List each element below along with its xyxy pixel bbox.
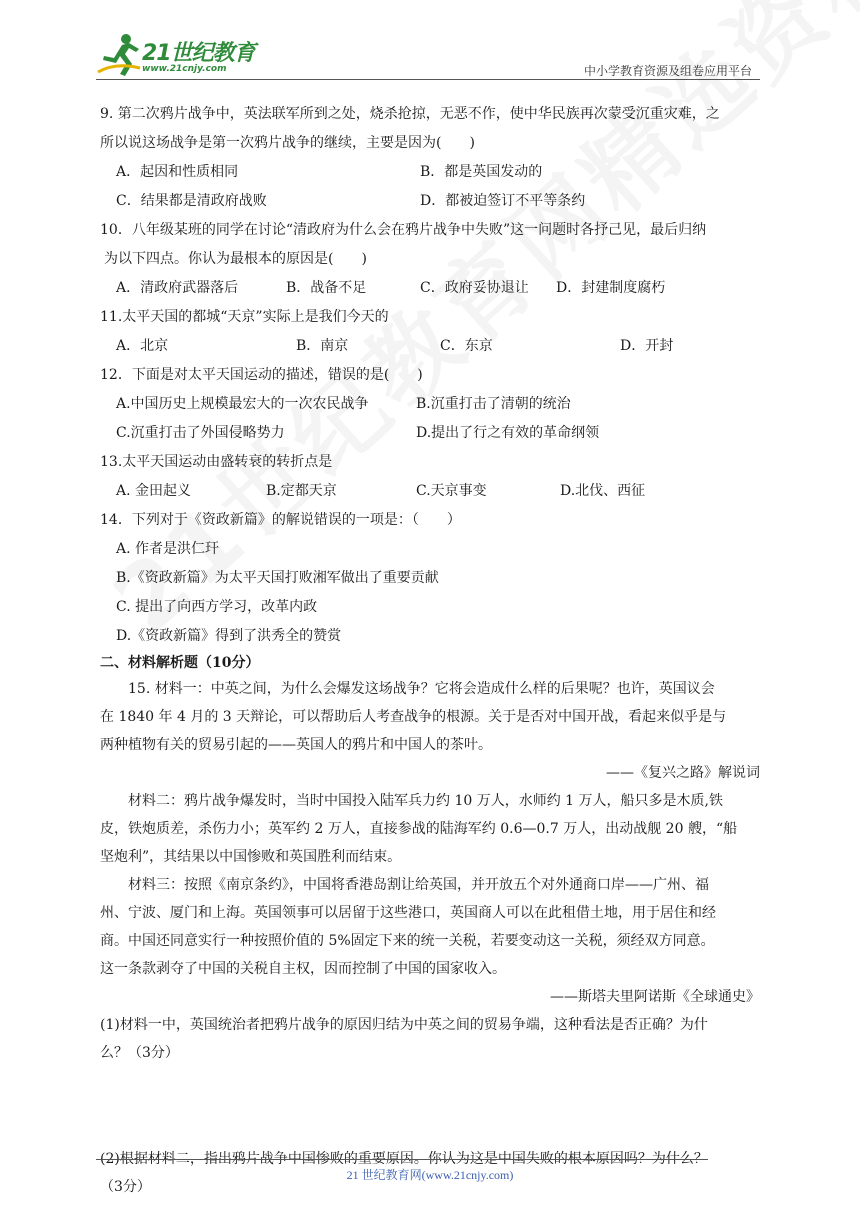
question-14 xyxy=(100,506,764,651)
option-d: D．开封 xyxy=(620,338,674,354)
exam-content xyxy=(100,100,764,1201)
sub-question-2-line-1: (2)根据材料二，指出鸦片战争中国惨败的重要原因。你认为这是中国失败的根本原因吗？为什么？ xyxy=(100,1151,708,1167)
option-c: C．东京 xyxy=(440,338,493,354)
material-3-line-2: 州、宁波、厦门和上海。英国领事可以居留于这些港口，英国商人可以在此租借土地，用于居住和经 xyxy=(100,905,716,921)
platform-name: 中小学教育资源及组卷应用平台 xyxy=(583,64,752,78)
option-b: B．战备不足 xyxy=(286,280,367,296)
option-b: B.沉重打击了清朝的统治 xyxy=(416,396,571,412)
option-d: D．都被迫签订不平等条约 xyxy=(420,193,586,209)
question-13-text: 13.太平天国运动由盛转衰的转折点是 xyxy=(100,454,333,470)
question-9-options-row1 xyxy=(100,158,764,187)
logo xyxy=(96,30,266,78)
material-1-line-1: 15. 材料一：中英之间，为什么会爆发这场战争？它将会造成什么样的后果呢？也许，英国议会 xyxy=(128,681,715,697)
sub-question-1-line-2: 么？（3分） xyxy=(100,1045,179,1061)
option-a: A．起因和性质相同 xyxy=(116,164,239,180)
option-a: A. 作者是洪仁玕 xyxy=(116,541,220,557)
option-b: B.定都天京 xyxy=(266,483,337,499)
option-a: A．北京 xyxy=(116,338,169,354)
question-9-options-row2 xyxy=(100,187,764,216)
logo-text: 21世纪教育 xyxy=(142,41,255,66)
option-c: C.天京事变 xyxy=(416,483,487,499)
answer-space xyxy=(100,1067,764,1145)
option-a: A.中国历史上规模最宏大的一次农民战争 xyxy=(116,396,369,412)
option-d: D．封建制度腐朽 xyxy=(556,280,666,296)
option-c: C.沉重打击了外国侵略势力 xyxy=(116,425,285,441)
question-13-options xyxy=(100,477,764,506)
option-c: C．政府妥协退让 xyxy=(420,280,529,296)
material-1-line-2: 在 1840 年 4 月的 3 天辩论，可以帮助后人考查战争的根源。关于是否对中国开战，看起来似乎是与 xyxy=(100,709,727,725)
question-9-text-2: 所以说这场战争是第一次鸦片战争的继续，主要是因为( ) xyxy=(100,135,475,151)
material-3-line-4: 这一条款剥夺了中国的关税自主权，因而控制了中国的国家收入。 xyxy=(100,961,506,977)
question-10-text-2: 为以下四点。你认为最根本的原因是( ) xyxy=(104,251,367,267)
question-11-options xyxy=(100,332,764,361)
material-2-line-2: 皮，铁炮质差，杀伤力小；英军约 2 万人，直接参战的陆海军约 0.6—0.7 万人，出动战舰 20 艘，“船 xyxy=(100,821,738,837)
option-b: B．南京 xyxy=(296,338,349,354)
option-d: D.《资政新篇》得到了洪秀全的赞赏 xyxy=(116,628,342,644)
question-11-text: 11.太平天国的都城“天京”实际上是我们今天的 xyxy=(100,309,389,325)
sub-question-2-line-2: （3分） xyxy=(100,1179,151,1195)
option-c: C．结果都是清政府战败 xyxy=(116,193,267,209)
question-12 xyxy=(100,361,764,448)
page-footer: 21 世纪教育网(www.21cnjy.com) xyxy=(346,1168,514,1182)
option-a: A. 金田起义 xyxy=(116,483,192,499)
sub-question-1-line-1: (1)材料一中，英国统治者把鸦片战争的原因归结为中英之间的贸易争端，这种看法是否正确？为什 xyxy=(100,1017,708,1033)
runner-logo-icon xyxy=(96,32,142,78)
question-14-text: 14．下列对于《资政新篇》的解说错误的一项是：（ ） xyxy=(100,512,461,528)
option-a: A．清政府武器落后 xyxy=(116,280,239,296)
question-12-options-row2 xyxy=(100,419,764,448)
option-d: D.提出了行之有效的革命纲领 xyxy=(416,425,600,441)
question-12-text: 12．下面是对太平天国运动的描述，错误的是( ) xyxy=(100,367,423,383)
question-10-options xyxy=(100,274,764,303)
option-c: C. 提出了向西方学习，改革内政 xyxy=(116,599,318,615)
section-2 xyxy=(100,651,764,1201)
question-9 xyxy=(100,100,764,216)
material-3-line-1: 材料三：按照《南京条约》，中国将香港岛割让给英国，并开放五个对外通商口岸——广州、福 xyxy=(128,877,709,893)
footer-divider xyxy=(96,1159,708,1160)
question-9-text-1: 9. 第二次鸦片战争中，英法联军所到之处，烧杀抢掠，无恶不作，使中华民族再次蒙受沉重灾难，之 xyxy=(100,106,720,122)
question-10-text-1: 10．八年级某班的同学在讨论“清政府为什么会在鸦片战争中失败”这一问题时各抒己见，最后归纳 xyxy=(100,222,707,238)
question-10 xyxy=(100,216,764,303)
question-11 xyxy=(100,303,764,361)
option-d: D.北伐、西征 xyxy=(560,483,646,499)
material-3-line-3: 商。中国还同意实行一种按照价值的 5%固定下来的统一关税，若要变动这一关税，须经双方同意。 xyxy=(100,933,715,949)
material-1-line-3: 两种植物有关的贸易引起的——英国人的鸦片和中国人的茶叶。 xyxy=(100,737,492,753)
option-b: B.《资政新篇》为太平天国打败湘军做出了重要贡献 xyxy=(116,570,439,586)
question-13 xyxy=(100,448,764,506)
section-heading: 二、材料解析题（10分） xyxy=(100,655,260,671)
material-2-line-1: 材料二：鸦片战争爆发时，当时中国投入陆军兵力约 10 万人，水师约 1 万人，船只多是木质,铁 xyxy=(128,793,723,809)
material-2-line-3: 坚炮利”，其结果以中国惨败和英国胜利而结束。 xyxy=(100,849,402,865)
question-12-options-row1 xyxy=(100,390,764,419)
logo-url: www.21cnjy.com xyxy=(142,64,227,74)
option-b: B．都是英国发动的 xyxy=(420,164,543,180)
material-3-source: ——斯塔夫里阿诺斯《全球通史》 xyxy=(550,989,760,1005)
material-1-source: ——《复兴之路》解说词 xyxy=(606,765,760,781)
